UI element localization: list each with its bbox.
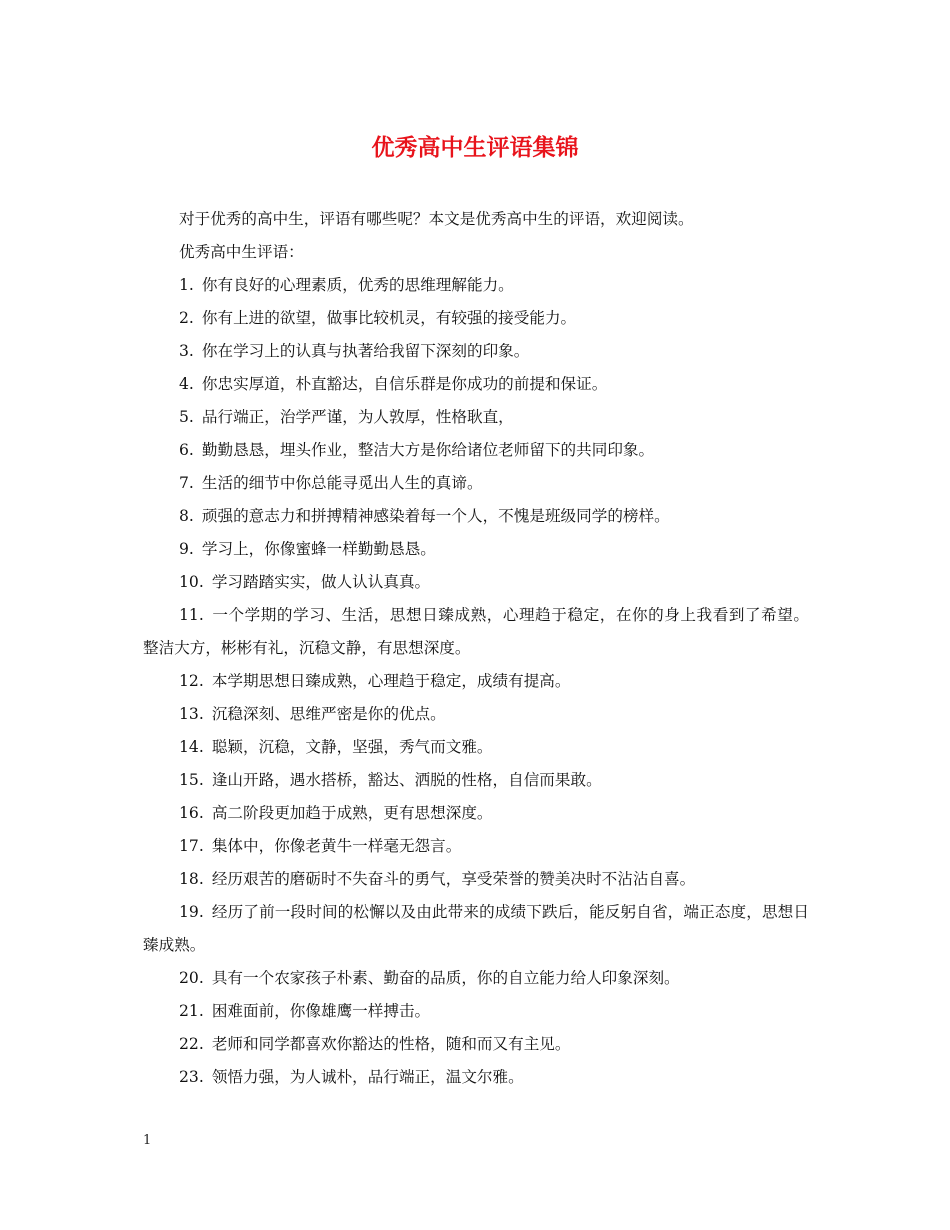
item-number: 13.	[179, 705, 204, 723]
list-item	[143, 962, 809, 995]
list-item	[143, 731, 809, 764]
list-item	[143, 764, 809, 797]
item-text: 你有良好的心理素质，优秀的思维理解能力。	[201, 276, 514, 294]
item-text: 老师和同学都喜欢你豁达的性格，随和而又有主见。	[211, 1035, 571, 1053]
item-text: 你在学习上的认真与执著给我留下深刻的印象。	[201, 342, 530, 360]
item-text: 勤勤恳恳，埋头作业，整洁大方是你给诸位老师留下的共同印象。	[201, 441, 655, 459]
document-title: 优秀高中生评语集锦	[371, 135, 579, 161]
item-text: 逢山开路，遇水搭桥，豁达、洒脱的性格，自信而果敢。	[211, 771, 602, 789]
item-text: 高二阶段更加趋于成熟，更有思想深度。	[211, 804, 493, 822]
list-item	[143, 500, 809, 533]
item-number: 4.	[179, 375, 194, 393]
item-number: 14.	[179, 738, 204, 756]
document-body	[143, 203, 809, 1094]
item-text: 生活的细节中你总能寻觅出人生的真谛。	[201, 474, 483, 492]
list-item	[143, 797, 809, 830]
list-item	[143, 269, 809, 302]
item-text: 你忠实厚道，朴直豁达，自信乐群是你成功的前提和保证。	[201, 375, 608, 393]
page-number: 1	[143, 1133, 152, 1148]
item-text: 学习踏踏实实，做人认认真真。	[211, 573, 431, 591]
item-number: 16.	[179, 804, 204, 822]
list-item	[143, 467, 809, 500]
item-number: 18.	[179, 870, 204, 888]
item-number: 15.	[179, 771, 204, 789]
list-item	[143, 665, 809, 698]
item-text: 本学期思想日臻成熟，心理趋于稳定，成绩有提高。	[211, 672, 571, 690]
item-text: 经历艰苦的磨砺时不失奋斗的勇气，享受荣誉的赞美决时不沾沾自喜。	[211, 870, 696, 888]
list-item	[143, 401, 809, 434]
list-item	[143, 995, 809, 1028]
list-item	[143, 1061, 809, 1094]
item-number: 11.	[179, 606, 204, 624]
item-number: 8.	[179, 507, 194, 525]
item-text: 困难面前，你像雄鹰一样搏击。	[211, 1002, 431, 1020]
item-number: 7.	[179, 474, 194, 492]
item-number: 2.	[179, 309, 194, 327]
item-number: 5.	[179, 408, 194, 426]
item-text: 聪颖，沉稳，文静，坚强，秀气而文雅。	[211, 738, 493, 756]
item-text: 顽强的意志力和拼搏精神感染着每一个人，不愧是班级同学的榜样。	[201, 507, 670, 525]
item-text: 沉稳深刻、思维严密是你的优点。	[211, 705, 446, 723]
item-text: 经历了前一段时间的松懈以及由此带来的成绩下跌后，能反躬自省，端正态度，思想日臻成熟。	[143, 903, 809, 954]
item-number: 17.	[179, 837, 204, 855]
list-item	[143, 368, 809, 401]
list-item	[143, 566, 809, 599]
item-number: 21.	[179, 1002, 204, 1020]
item-number: 22.	[179, 1035, 204, 1053]
list-item	[143, 599, 809, 665]
item-number: 20.	[179, 969, 204, 987]
subtitle-paragraph: 优秀高中生评语：	[179, 243, 304, 261]
item-number: 3.	[179, 342, 194, 360]
item-text: 具有一个农家孩子朴素、勤奋的品质，你的自立能力给人印象深刻。	[211, 969, 680, 987]
item-number: 10.	[179, 573, 204, 591]
item-text: 学习上，你像蜜蜂一样勤勤恳恳。	[201, 540, 436, 558]
list-item	[143, 863, 809, 896]
list-item	[143, 1028, 809, 1061]
list-item	[143, 533, 809, 566]
item-text: 一个学期的学习、生活，思想日臻成熟，心理趋于稳定，在你的身上我看到了希望。 整洁大方，彬彬有礼，沉稳文静，有思想深度。	[143, 606, 809, 657]
list-item	[143, 698, 809, 731]
list-item	[143, 434, 809, 467]
item-number: 6.	[179, 441, 194, 459]
item-text: 品行端正，治学严谨，为人敦厚，性格耿直，	[201, 408, 514, 426]
list-item	[143, 302, 809, 335]
item-number: 9.	[179, 540, 194, 558]
item-text: 领悟力强，为人诚朴，品行端正，温文尔雅。	[211, 1068, 524, 1086]
list-item	[143, 830, 809, 863]
item-number: 23.	[179, 1068, 204, 1086]
item-number: 12.	[179, 672, 204, 690]
item-number: 1.	[179, 276, 194, 294]
item-text: 集体中，你像老黄牛一样毫无怨言。	[211, 837, 462, 855]
list-item	[143, 335, 809, 368]
list-item	[143, 896, 809, 962]
item-text: 你有上进的欲望，做事比较机灵，有较强的接受能力。	[201, 309, 577, 327]
item-number: 19.	[179, 903, 204, 921]
intro-paragraph: 对于优秀的高中生，评语有哪些呢？本文是优秀高中生的评语，欢迎阅读。	[179, 210, 694, 228]
